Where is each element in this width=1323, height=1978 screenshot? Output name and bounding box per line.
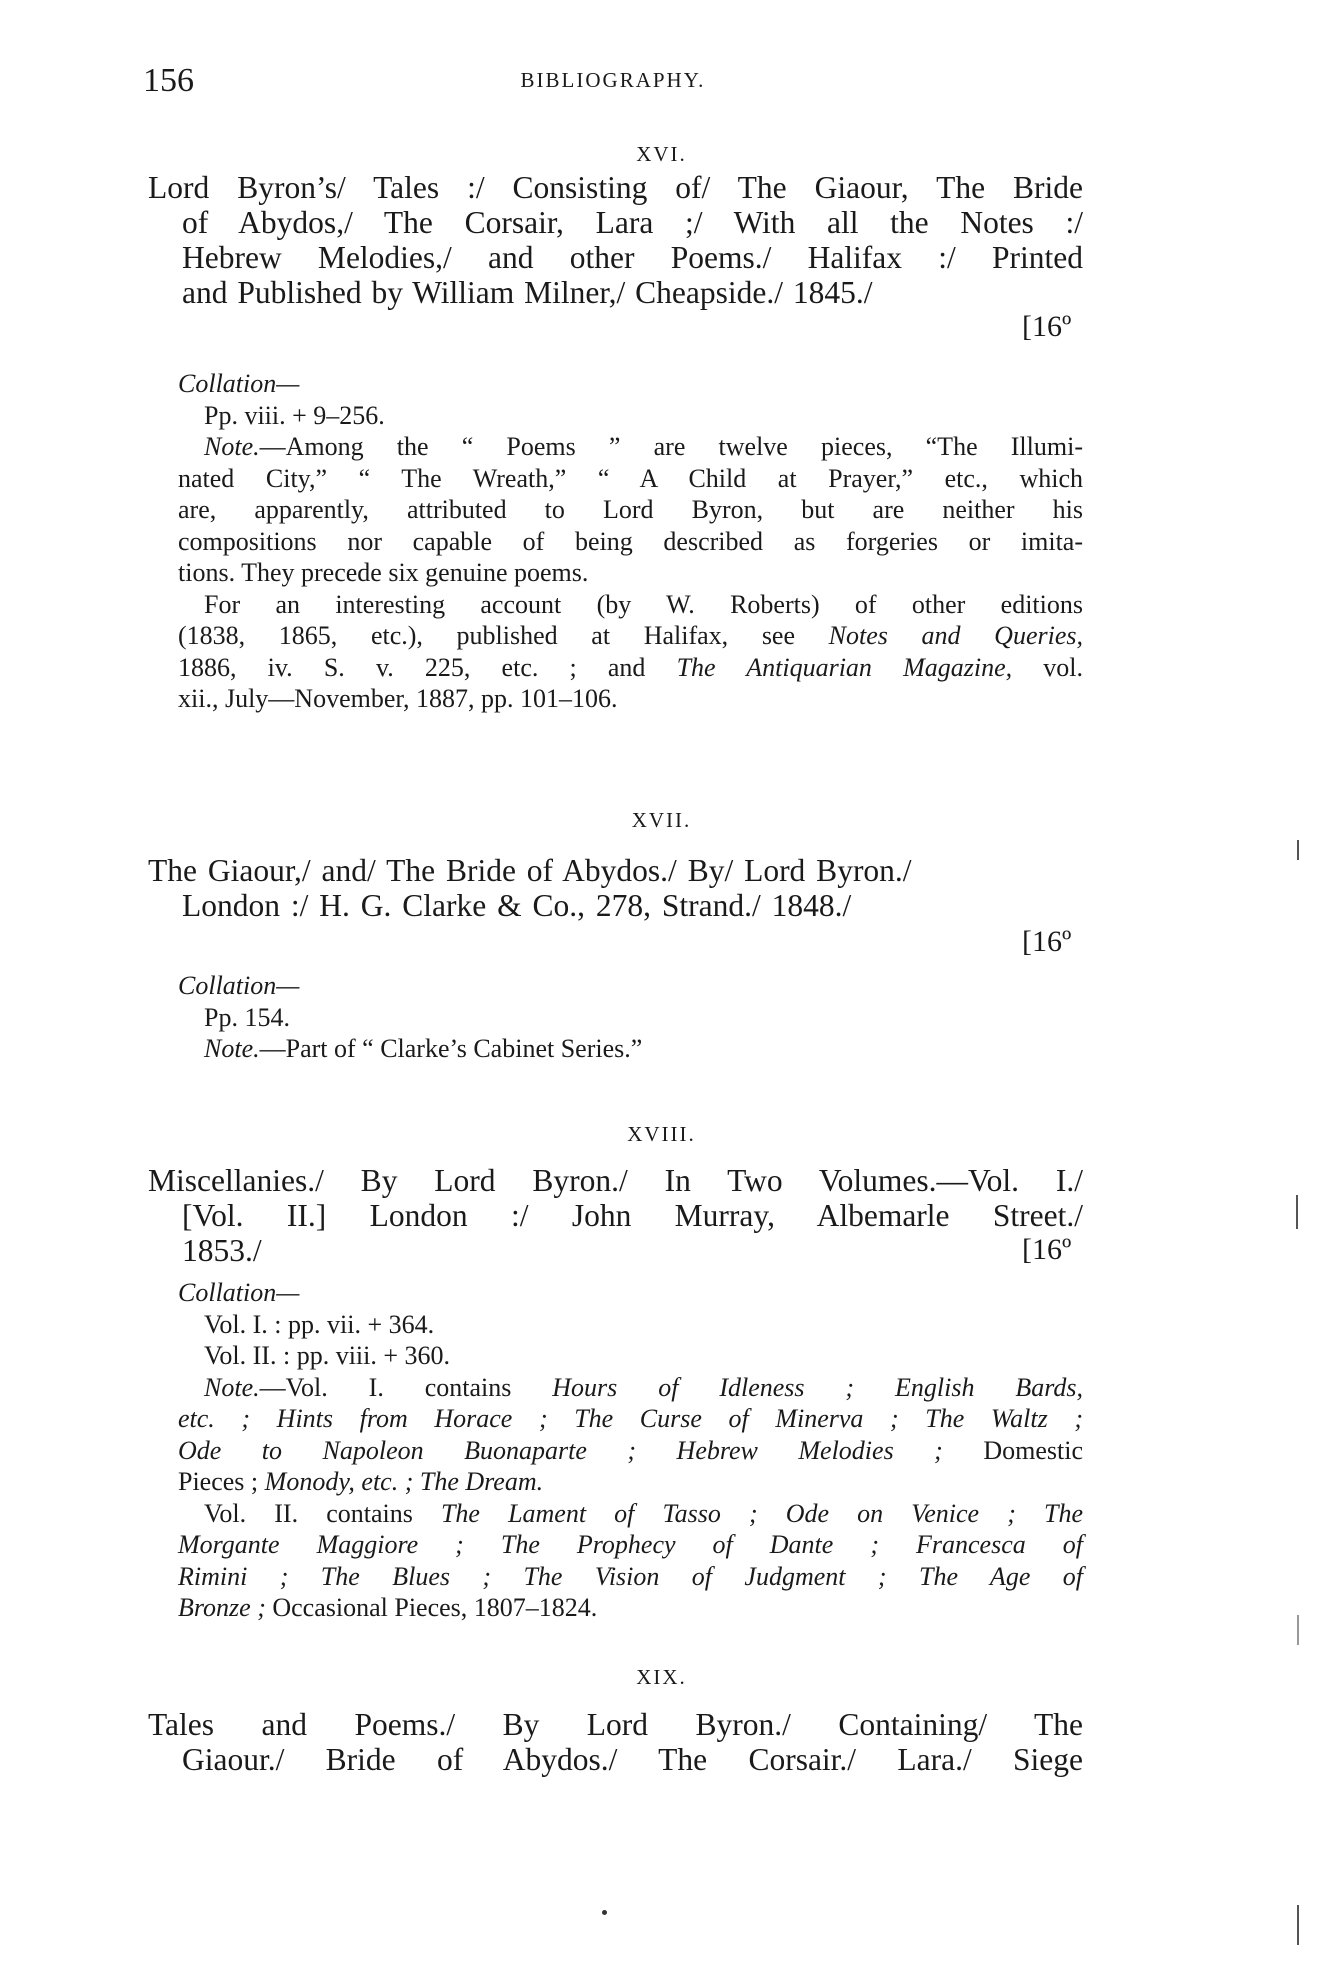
note-line: xii., July—November, 1887, pp. 101–106.: [178, 684, 618, 713]
title-line: Giaour./ Bride of Abydos./ The Corsair./ Lara./ Siege: [182, 1742, 1083, 1777]
title-line: Lord Byron’s/ Tales :/ Consisting of/ The Giaour, The Bride: [148, 170, 1083, 205]
title-line: London :/ H. G. Clarke & Co., 278, Strand./ 1848./: [182, 888, 852, 923]
entry-title-xvii: [148, 853, 1083, 923]
note-line: are, apparently, attributed to Lord Byron, but are neither his: [178, 495, 1083, 524]
format-label: [16º: [1022, 925, 1072, 958]
collation-line: Pp. 154.: [204, 1002, 290, 1032]
scan-fleck: [1297, 1905, 1299, 1945]
entry-notes-xvi: [178, 368, 1083, 715]
note-label: Note.: [204, 1034, 260, 1063]
format-label: [16º: [1022, 310, 1072, 343]
collation-line: Vol. II. : pp. viii. + 360.: [204, 1341, 451, 1370]
note-line: tions. They precede six genuine poems.: [178, 558, 589, 587]
note-line: etc. ; Hints from Horace ; The Curse of Minerva ; The Waltz ;: [178, 1404, 1083, 1433]
note-line: 1886, iv. S. v. 225, etc. ; and The Antiquarian Magazine, vol.: [178, 652, 1083, 682]
entry-numeral-xvi: XVI.: [636, 142, 687, 166]
note-line: Morgante Maggiore ; The Prophecy of Dante ; Francesca of: [178, 1530, 1083, 1559]
note-line: Bronze ; Occasional Pieces, 1807–1824.: [178, 1593, 598, 1622]
note-line: Rimini ; The Blues ; The Vision of Judgment ; The Age of: [178, 1561, 1083, 1591]
entry-numeral-xix: XIX.: [636, 1665, 687, 1689]
entry-notes-xviii: [178, 1277, 1083, 1624]
title-line: 1853./: [182, 1233, 262, 1268]
note-line: compositions nor capable of being described as forgeries or imita-: [178, 526, 1083, 556]
scan-fleck: [1297, 840, 1299, 860]
scan-fleck: [1296, 1195, 1298, 1229]
collation-label: Collation—: [178, 971, 300, 1000]
note-line: Note.—Vol. I. contains Hours of Idleness ; English Bards,: [204, 1372, 1083, 1402]
title-line: The Giaour,/ and/ The Bride of Abydos./ By/ Lord Byron./: [148, 853, 912, 888]
note-line: Note.—Among the “ Poems ” are twelve pieces, “The Illumi-: [204, 432, 1083, 461]
note-line: For an interesting account (by W. Roberts) of other editions: [204, 589, 1083, 619]
entry-title-xvi: [148, 170, 1083, 310]
note-line: nated City,” “ The Wreath,” “ A Child at Prayer,” etc., which: [178, 463, 1083, 493]
collation-label: Collation—: [178, 1278, 300, 1307]
scan-fleck: [1297, 1615, 1299, 1645]
format-label: [16º: [1022, 1233, 1072, 1266]
note-label: Note.: [204, 432, 260, 461]
note-line: (1838, 1865, etc.), published at Halifax, see Notes and Queries,: [178, 621, 1084, 650]
note-label: Note.: [204, 1372, 260, 1402]
collation-line: Vol. I. : pp. vii. + 364.: [204, 1309, 435, 1339]
collation-label: Collation—: [178, 369, 300, 398]
entry-title-xviii: [148, 1163, 1083, 1268]
running-title: BIBLIOGRAPHY.: [520, 68, 706, 92]
page-number: 156: [143, 62, 194, 99]
title-line: [Vol. II.] London :/ John Murray, Albemarle Street./: [182, 1198, 1083, 1233]
title-line: Tales and Poems./ By Lord Byron./ Containing/ The: [148, 1707, 1083, 1742]
title-line: and Published by William Milner,/ Cheapside./ 1845./: [182, 275, 873, 310]
note-line: Vol. II. contains The Lament of Tasso ; Ode on Venice ; The: [204, 1498, 1083, 1528]
entry-notes-xvii: [178, 970, 1083, 1065]
title-line: Hebrew Melodies,/ and other Poems./ Halifax :/ Printed: [182, 240, 1083, 275]
entry-numeral-xviii: XVIII.: [627, 1122, 696, 1146]
scan-dot: [602, 1910, 607, 1915]
entry-numeral-xvii: XVII.: [631, 808, 692, 832]
title-line: Miscellanies./ By Lord Byron./ In Two Volumes.—Vol. I./: [148, 1163, 1083, 1198]
note-line: Ode to Napoleon Buonaparte ; Hebrew Melodies ; Domestic: [178, 1435, 1083, 1465]
collation-line: Pp. viii. + 9–256.: [204, 400, 385, 430]
note-line: Note.—Part of “ Clarke’s Cabinet Series.”: [204, 1034, 643, 1063]
entry-title-xix: [148, 1707, 1083, 1777]
note-line: Pieces ; Monody, etc. ; The Dream.: [178, 1467, 544, 1496]
title-line: of Abydos,/ The Corsair, Lara ;/ With all the Notes :/: [182, 205, 1083, 240]
running-head: [143, 62, 1083, 102]
